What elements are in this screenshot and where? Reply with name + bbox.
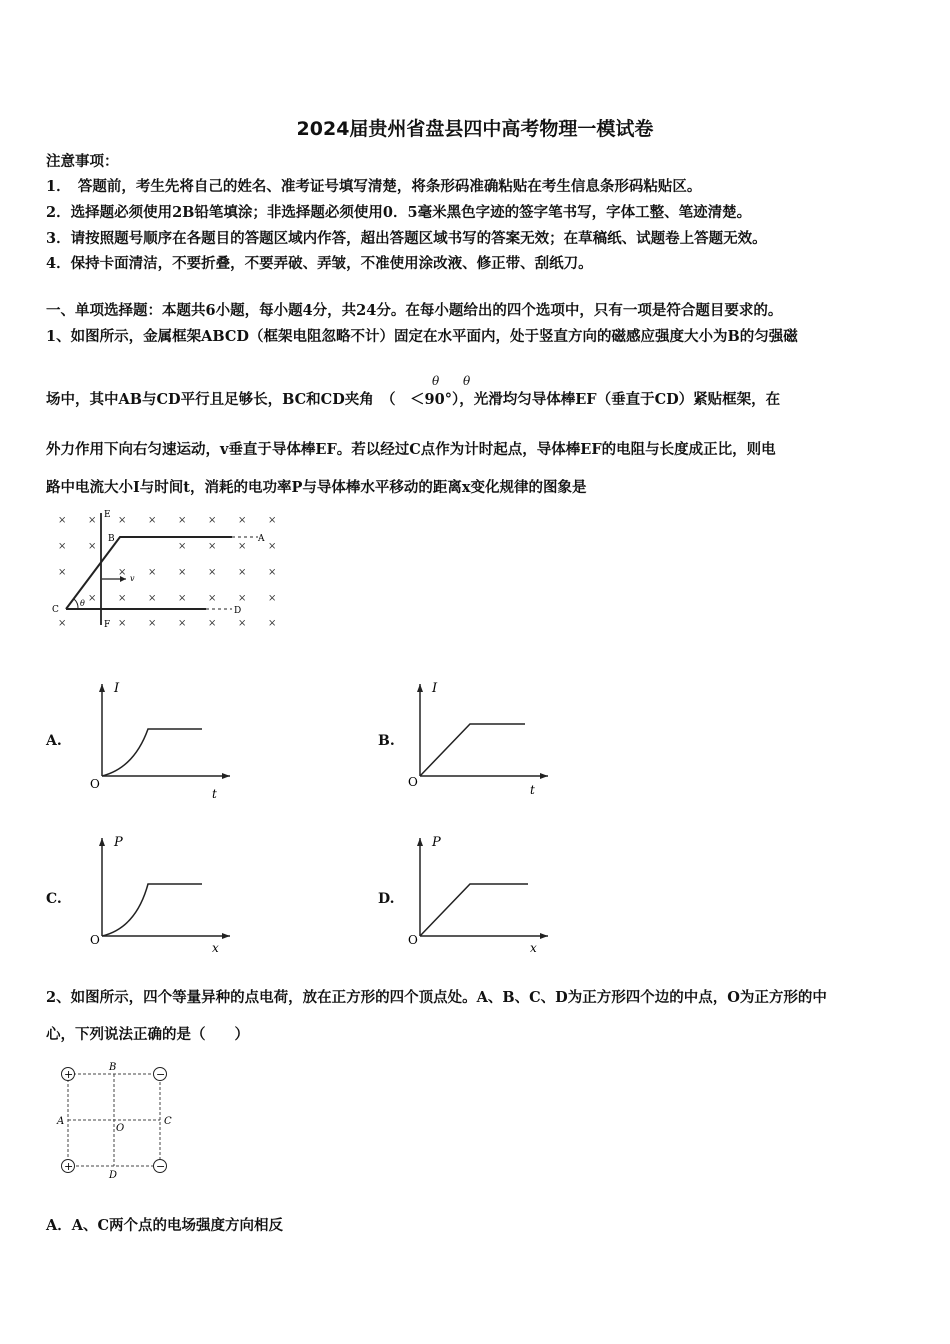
x-axis-arrowhead — [222, 933, 230, 939]
question-2-line-2: 心，下列说法正确的是（ ） — [46, 1026, 249, 1043]
svg-text:×: × — [58, 515, 67, 526]
svg-text:×: × — [118, 515, 127, 526]
svg-text:×: × — [148, 567, 157, 578]
option-c-label[interactable]: C. — [46, 891, 62, 907]
magnetic-field-crosses — [58, 515, 276, 629]
question-1-line-1: 1、如图所示，金属框架ABCD（框架电阻忽略不计）固定在水平面内，处于竖直方向的磁感应强度大小为B的匀强磁 — [46, 328, 798, 345]
curve — [420, 724, 525, 776]
option-b-graph — [400, 676, 560, 801]
svg-text:×: × — [238, 541, 247, 552]
minus-sign: − — [156, 1068, 166, 1081]
label-theta: θ — [80, 599, 85, 608]
notice-heading: 注意事项： — [46, 153, 119, 170]
question-1-line-3: 外力作用下向右匀速运动，v垂直于导体棒EF。若以经过C点作为计时起点，导体棒EF的电阻与长度成正比，则电 — [46, 441, 776, 458]
label-d: D — [234, 606, 242, 616]
svg-text:×: × — [208, 567, 217, 578]
svg-text:×: × — [88, 541, 97, 552]
svg-text:×: × — [178, 567, 187, 578]
y-label: I — [114, 681, 120, 696]
section-heading: 一、单项选择题：本题共6小题，每小题4分，共24分。在每小题给出的四个选项中，只有一项是符合题目要求的。 — [46, 302, 783, 319]
label-c: C — [164, 1116, 172, 1127]
plus-sign: + — [64, 1160, 74, 1173]
origin-label: O — [90, 933, 100, 947]
label-f: F — [104, 620, 111, 630]
minus-sign: − — [156, 1160, 166, 1173]
svg-text:×: × — [178, 515, 187, 526]
svg-text:×: × — [88, 515, 97, 526]
svg-text:×: × — [268, 593, 277, 604]
svg-text:×: × — [118, 618, 127, 629]
svg-text:×: × — [58, 567, 67, 578]
svg-text:×: × — [208, 618, 217, 629]
label-v: v — [130, 574, 135, 583]
svg-text:×: × — [238, 567, 247, 578]
curve — [420, 884, 528, 936]
y-axis-arrowhead — [99, 684, 105, 692]
x-axis-arrowhead — [540, 933, 548, 939]
x-label: x — [530, 941, 537, 955]
svg-text:×: × — [148, 618, 157, 629]
charge-square-figure — [52, 1058, 182, 1183]
svg-text:×: × — [178, 618, 187, 629]
origin-label: O — [408, 775, 418, 789]
svg-text:×: × — [208, 593, 217, 604]
option-a-label[interactable]: A. — [46, 733, 62, 749]
label-o: O — [116, 1123, 125, 1134]
svg-text:×: × — [118, 567, 127, 578]
svg-text:×: × — [178, 593, 187, 604]
svg-text:×: × — [208, 515, 217, 526]
svg-text:×: × — [238, 618, 247, 629]
label-e: E — [104, 510, 111, 520]
svg-text:×: × — [178, 541, 187, 552]
x-axis-arrowhead — [222, 773, 230, 779]
notice-item-2: 2．选择题必须使用2B铅笔填涂；非选择题必须使用0．5毫米黑色字迹的签字笔书写，字体工整、笔迹清楚。 — [46, 204, 752, 221]
svg-text:×: × — [58, 541, 67, 552]
y-label: P — [114, 835, 123, 850]
option-c-graph — [82, 832, 242, 957]
option-d-label[interactable]: D. — [378, 891, 395, 907]
svg-text:×: × — [208, 541, 217, 552]
y-axis-arrowhead — [99, 838, 105, 846]
theta-symbol: θ — [432, 374, 440, 388]
label-c: C — [52, 605, 59, 615]
question-2-option-a[interactable]: A．A、C两个点的电场强度方向相反 — [46, 1217, 284, 1234]
notice-item-1: 1． 答题前，考生先将自己的姓名、准考证号填写清楚，将条形码准确粘贴在考生信息条形码粘贴区。 — [46, 178, 702, 195]
notice-item-4: 4．保持卡面清洁，不要折叠，不要弄破、弄皱，不准使用涂改液、修正带、刮纸刀。 — [46, 255, 593, 272]
question-1-line-4: 路中电流大小I与时间t，消耗的电功率P与导体棒水平移动的距离x变化规律的图象是 — [46, 479, 587, 496]
svg-text:×: × — [88, 593, 97, 604]
label-b: B — [109, 1062, 117, 1073]
theta-arc — [74, 599, 78, 609]
option-b-label[interactable]: B. — [378, 733, 395, 749]
origin-label: O — [90, 777, 100, 791]
label-a: A — [57, 1116, 65, 1127]
y-label: P — [432, 835, 441, 850]
svg-text:×: × — [118, 593, 127, 604]
x-label: t — [530, 783, 535, 797]
plus-sign: + — [64, 1068, 74, 1081]
svg-text:×: × — [58, 618, 67, 629]
x-axis-arrowhead — [540, 773, 548, 779]
svg-text:×: × — [238, 593, 247, 604]
page-title: 2024届贵州省盘县四中高考物理一模试卷 — [296, 118, 654, 140]
svg-text:×: × — [268, 541, 277, 552]
x-label: x — [212, 941, 219, 955]
svg-text:×: × — [238, 515, 247, 526]
frame-figure — [46, 505, 296, 635]
label-a: A — [258, 534, 265, 544]
option-d-graph — [400, 832, 560, 957]
curve — [102, 729, 202, 776]
option-a-graph — [82, 676, 242, 801]
question-1-line-2: 场中，其中AB与CD平行且足够长，BC和CD夹角 （ ＜90°），光滑均匀导体棒EF（垂直于CD）紧贴框架，在 — [46, 391, 781, 408]
svg-text:×: × — [268, 515, 277, 526]
svg-text:×: × — [148, 515, 157, 526]
label-b: B — [108, 534, 115, 544]
curve — [102, 884, 202, 936]
y-label: I — [432, 681, 438, 696]
y-axis-arrowhead — [417, 684, 423, 692]
svg-text:×: × — [268, 567, 277, 578]
svg-text:×: × — [268, 618, 277, 629]
label-d: D — [109, 1170, 118, 1181]
origin-label: O — [408, 933, 418, 947]
x-label: t — [212, 787, 217, 801]
question-2-line-1: 2、如图所示，四个等量异种的点电荷，放在正方形的四个顶点处。A、B、C、D为正方形四个边的中点，O为正方形的中 — [46, 989, 827, 1006]
notice-item-3: 3．请按照题号顺序在各题目的答题区域内作答，超出答题区域书写的答案无效；在草稿纸、试题卷上答题无效。 — [46, 230, 767, 247]
svg-text:×: × — [148, 593, 157, 604]
y-axis-arrowhead — [417, 838, 423, 846]
theta-symbol: θ — [463, 374, 471, 388]
